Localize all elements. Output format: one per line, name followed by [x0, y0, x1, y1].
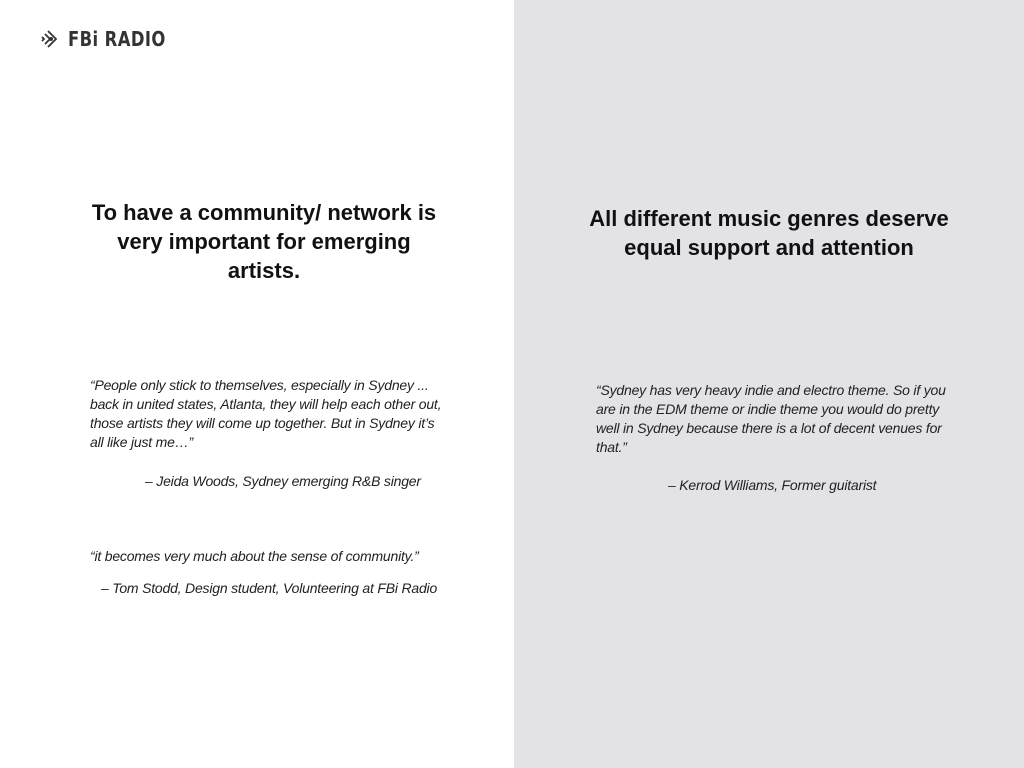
logo-text: FBi RADIO: [68, 27, 166, 51]
left-heading: To have a community/ network is very important for emerging artists.: [91, 200, 437, 283]
attribution-jeida-woods: – Jeida Woods, Sydney emerging R&B singer: [145, 473, 421, 489]
brand-logo: [40, 26, 187, 52]
fbi-radio-logo-icon: [40, 28, 62, 50]
attribution-tom-stodd: – Tom Stodd, Design student, Volunteering at FBi Radio: [101, 580, 438, 596]
attribution-kerrod-williams: – Kerrod Williams, Former guitarist: [668, 477, 877, 493]
quote-kerrod-williams: “Sydney has very heavy indie and electro theme. So if you are in the EDM theme or indie theme you would do pretty well in Sydney because there is a lot of decent venues for that.”: [596, 382, 946, 455]
right-heading: All different music genres deserve equal support and attention: [589, 206, 949, 260]
quote-jeida-woods: “People only stick to themselves, especially in Sydney ... back in united states, Atlanta, they will help each other out, those artists they will come up together. But in Sydney it’s all like just me…”: [90, 377, 442, 450]
quote-tom-stodd: “it becomes very much about the sense of community.”: [90, 548, 419, 564]
